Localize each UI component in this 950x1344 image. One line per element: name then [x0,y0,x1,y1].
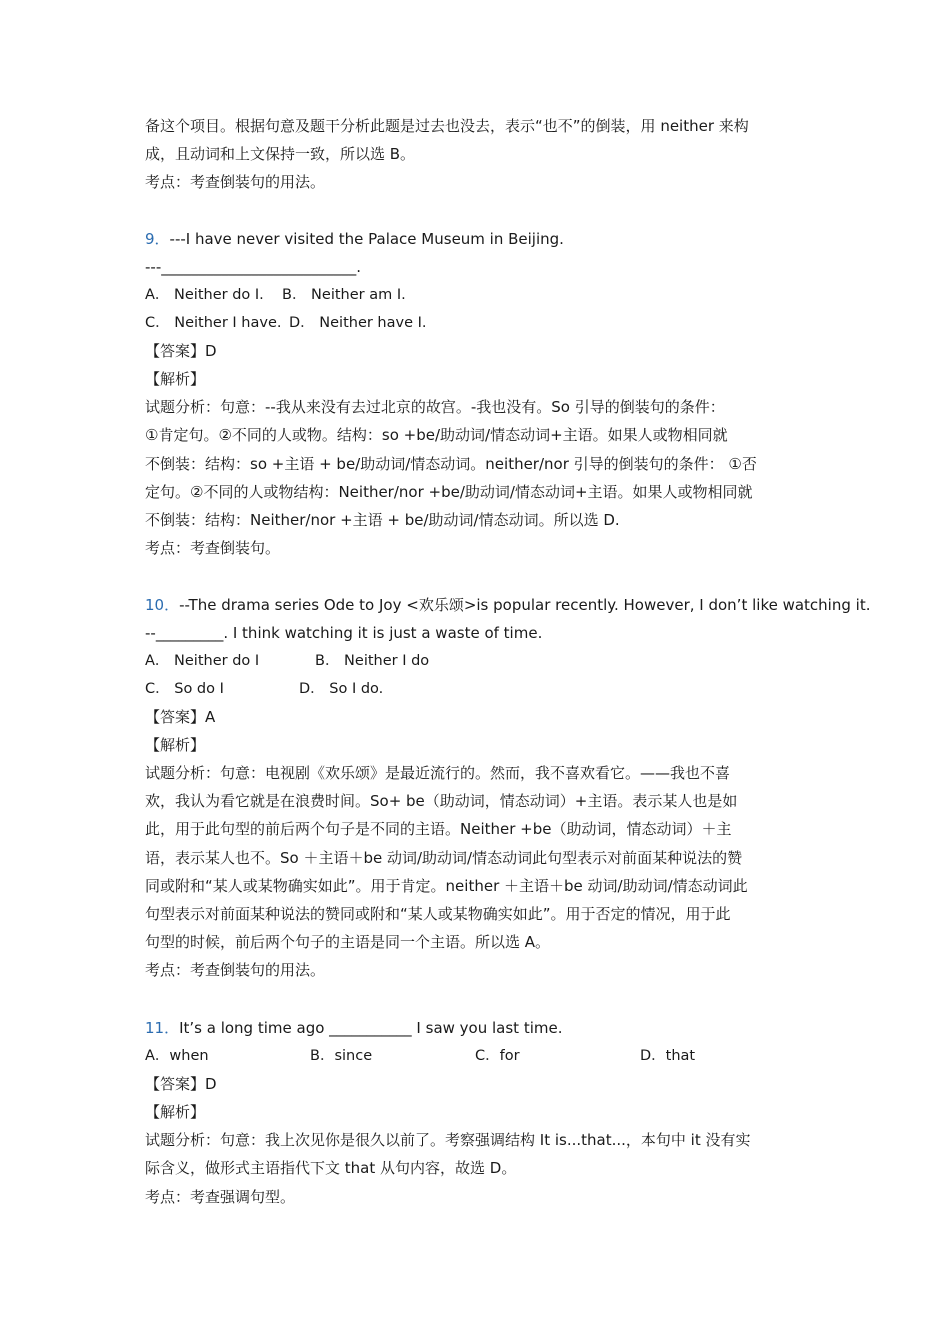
option-d: D． So I do. [299,681,384,697]
text-line: 成，且动词和上文保持一致，所以选 B。 [145,145,416,163]
question-number: 9． [145,230,170,248]
analysis-line: 试题分析：句意：电视剧《欢乐颂》是最近流行的。然而，我不喜欢看它。——我也不喜 [145,764,731,782]
analysis-line: 语，表示某人也不。So ＋主语＋be 动词/助动词/情态动词此句型表示对前面某种说法的赞 [145,849,743,867]
analysis-line: 此，用于此句型的前后两个句子是不同的主语。Neither +be（助动词，情态动词）＋主 [145,820,732,838]
analysis-line: 定句。②不同的人或物结构：Neither/nor +be/助动词/情态动词+主语。如果人或物相同就 [145,483,753,501]
option-d: D．that [640,1048,696,1064]
analysis-label: 【解析】 [145,736,206,754]
analysis-label: 【解析】 [145,1103,206,1121]
option-a: A．when [145,1048,209,1064]
text-line: 备这个项目。根据句意及题干分析此题是过去也没去，表示“也不”的倒装，用 neither 来构 [145,117,749,135]
answer-label: 【答案】D [145,1075,217,1093]
question-9-blank: ---__________________________. [145,258,362,276]
option-c: C． Neither I have. [145,315,282,331]
analysis-line: 同或附和“某人或某物确实如此”。用于肯定。neither ＋主语＋be 动词/助动词/情态动词此 [145,877,748,895]
option-b: B．since [310,1048,373,1064]
analysis-line: 不倒装：结构：Neither/nor +主语 + be/助动词/情态动词。所以选 D. [145,511,620,529]
question-number: 11． [145,1019,180,1037]
question-text: It’s a long time ago ___________ I saw you last time. [179,1019,563,1037]
analysis-label: 【解析】 [145,370,206,388]
analysis-line: ①肯定句。②不同的人或物。结构：so +be/助动词/情态动词+主语。如果人或物相同就 [145,426,728,444]
option-c: C．for [475,1048,520,1064]
question-11-stem [145,1018,562,1038]
analysis-line: 试题分析：句意：--我从来没有去过北京的故宫。-我也没有。So 引导的倒装句的条件： [145,398,725,416]
option-b: B． Neither I do [315,653,430,669]
consideration-point: 考点：考查倒装句的用法。 [145,961,326,979]
consideration-point: 考点：考查倒装句的用法。 [145,173,326,191]
option-c: C． So do I [145,681,224,697]
option-d: D． Neither have I. [289,315,427,331]
option-a: A． Neither do I [145,653,260,669]
analysis-line: 试题分析：句意：我上次见你是很久以前了。考察强调结构 It is...that...，本句中 it 没有实 [145,1131,751,1149]
question-9-stem [145,229,564,249]
analysis-line: 句型的时候，前后两个句子的主语是同一个主语。所以选 A。 [145,933,551,951]
analysis-line: 不倒装：结构：so +主语 + be/助动词/情态动词。neither/nor 引导的倒装句的条件： ①否 [145,455,757,473]
option-b: B． Neither am I. [282,287,406,303]
analysis-line: 句型表示对前面某种说法的赞同或附和“某人或某物确实如此”。用于否定的情况，用于此 [145,905,731,923]
consideration-point: 考点：考查强调句型。 [145,1188,296,1206]
question-number: 10． [145,596,180,614]
question-text: ---I have never visited the Palace Museum in Beijing. [169,230,564,248]
option-a: A． Neither do I. [145,287,264,303]
analysis-line: 际含义，做形式主语指代下文 that 从句内容，故选 D。 [145,1159,517,1177]
consideration-point: 考点：考查倒装句。 [145,539,281,557]
question-10-blank: --_________. I think watching it is just a waste of time. [145,624,543,642]
question-10-stem [145,595,870,615]
analysis-line: 欢，我认为看它就是在浪费时间。So+ be（助动词，情态动词）+主语。表示某人也是如 [145,792,738,810]
question-text: --The drama series Ode to Joy <欢乐颂>is popular recently. However, I don’t like watching it. [179,596,871,614]
answer-label: 【答案】D [145,342,217,360]
answer-label: 【答案】A [145,708,216,726]
